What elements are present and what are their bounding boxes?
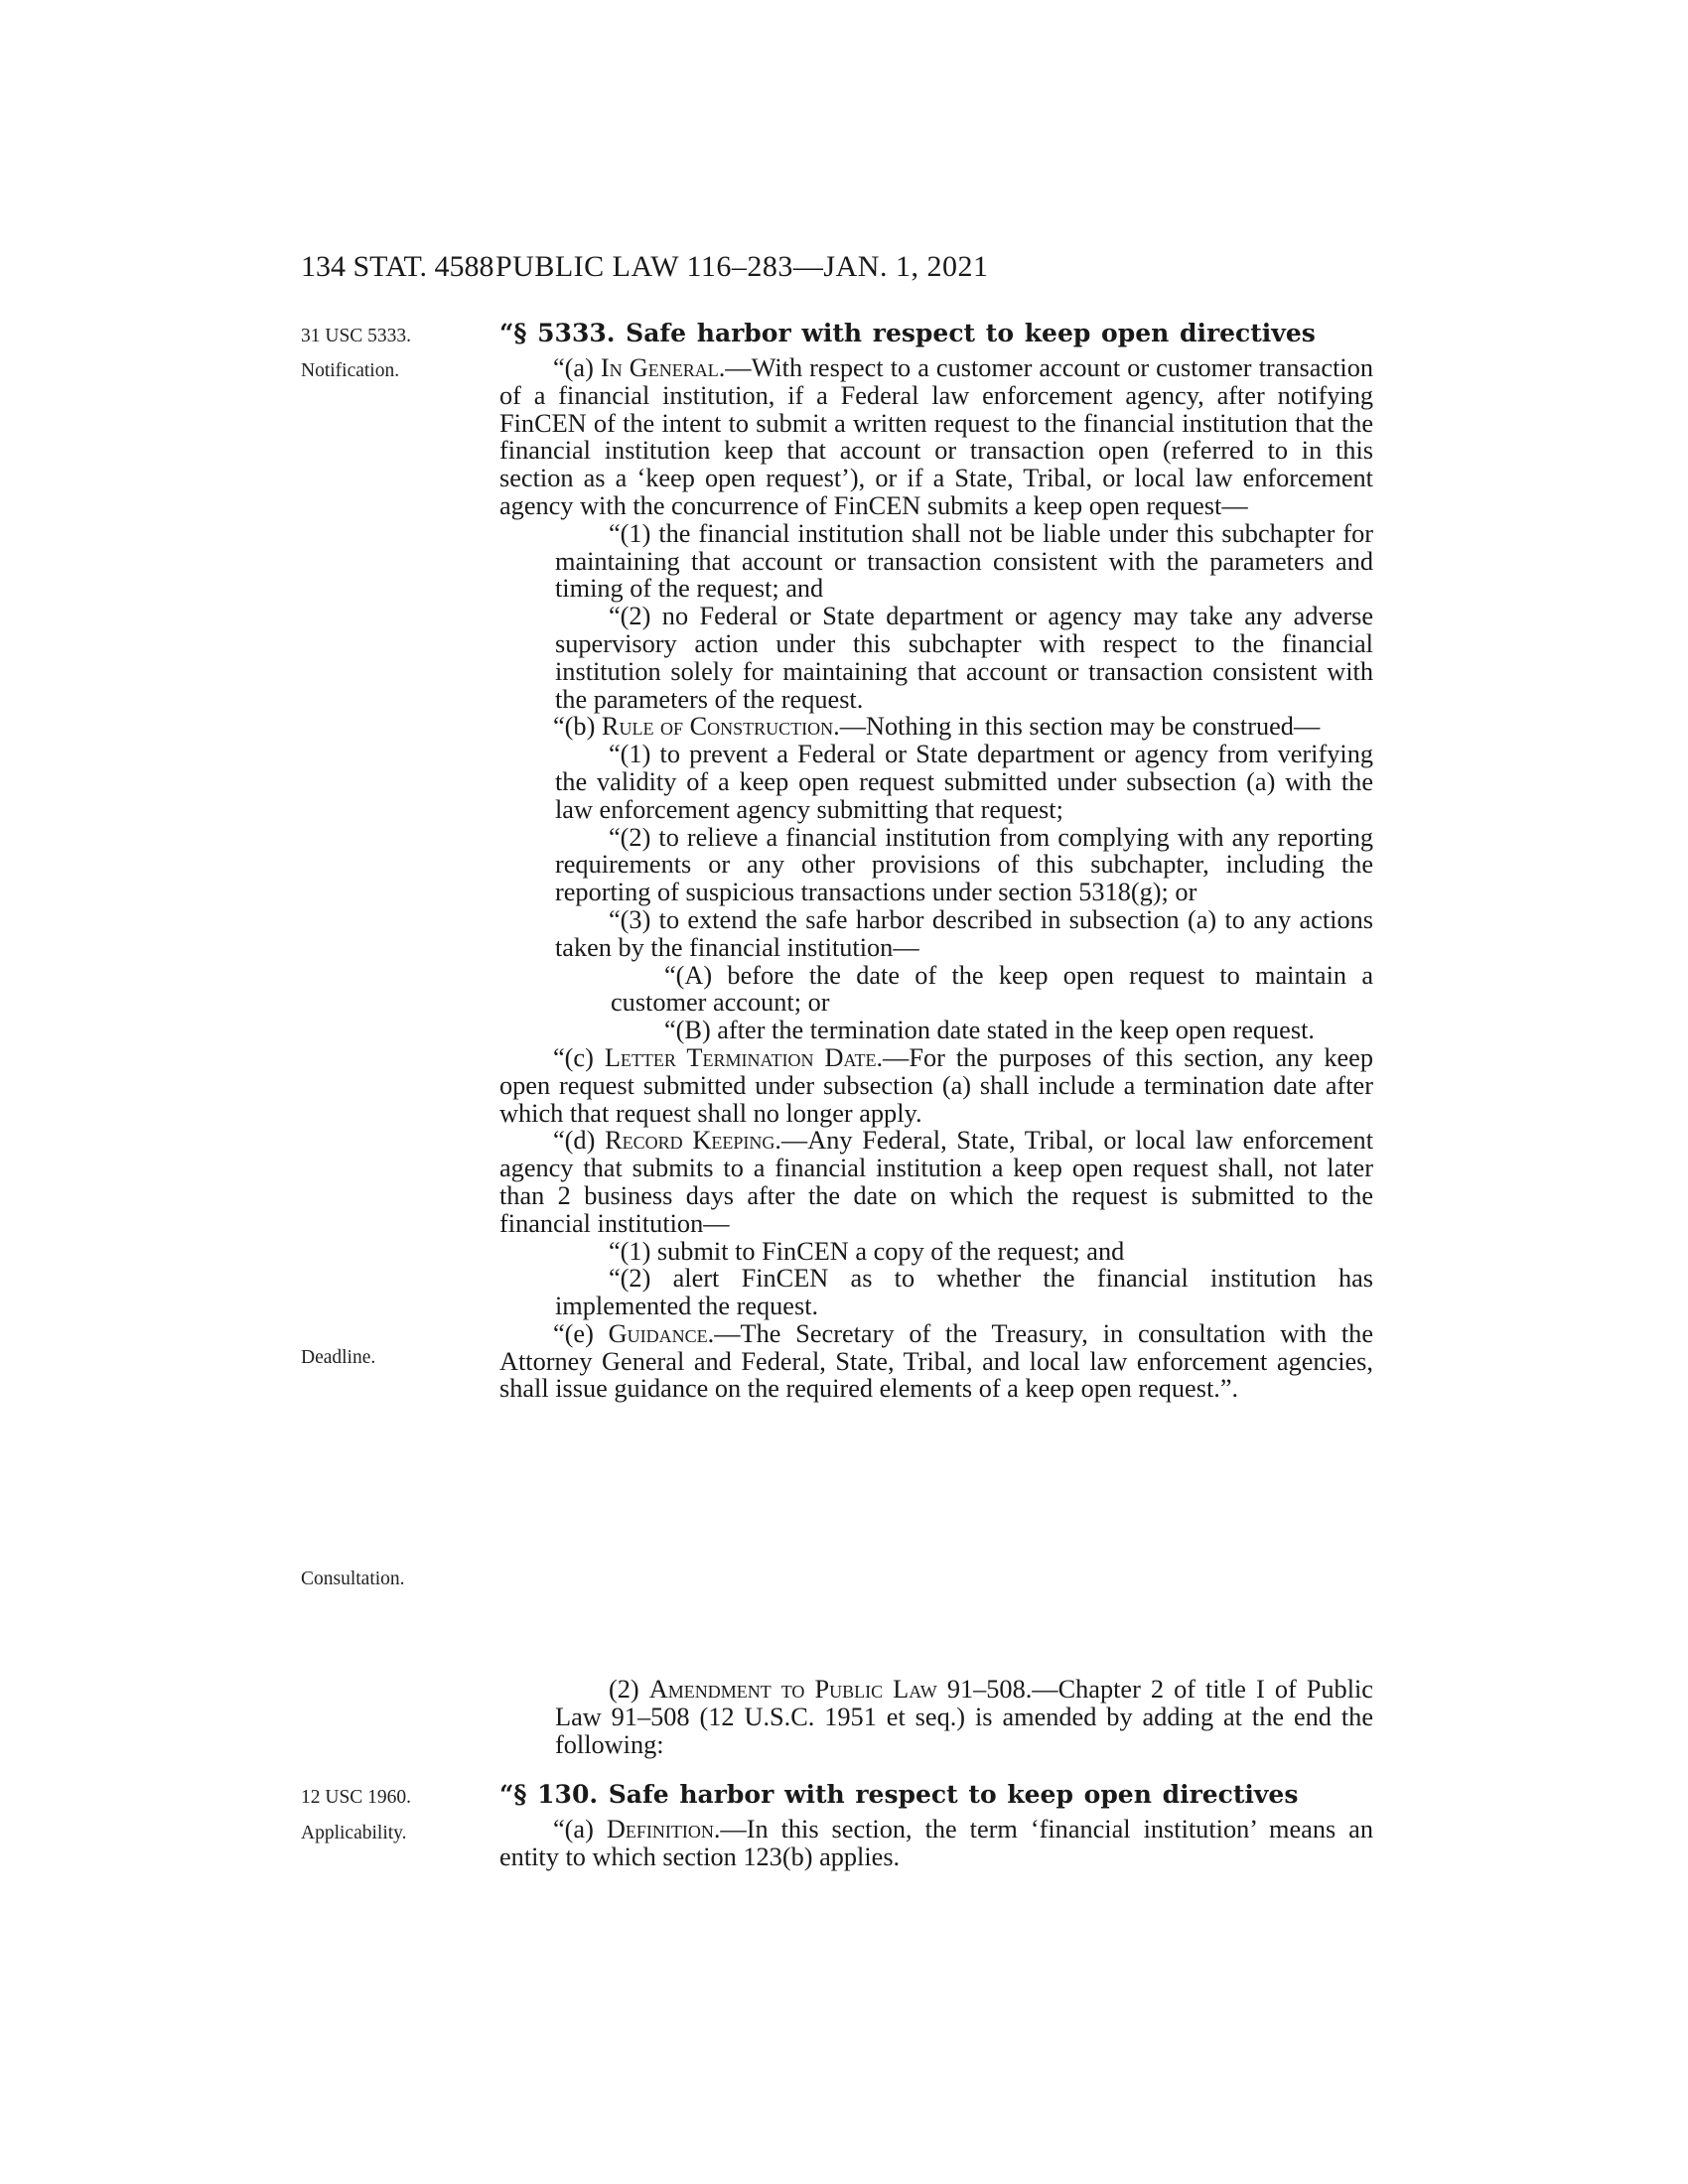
paragraph-a1: “(1) the financial institution shall not be liable under this subchapter for maintaining that account or transaction consistent with the parameters and timing of the request; and <box>555 518 1373 604</box>
subsection-a <box>499 354 1373 520</box>
subsection-d-caption: Record Keeping. <box>605 1126 781 1156</box>
statute-page-number: 134 STAT. 4588 <box>301 250 494 283</box>
paragraph-d2: “(2) alert FinCEN as to whether the financial institution has implemented the request. <box>555 1264 1373 1321</box>
section-130-a-prefix: “(a) <box>553 1815 607 1843</box>
amendment-caption: Amendment to Public Law 91–508. <box>648 1675 1033 1704</box>
subsection-e-prefix: “(e) <box>553 1318 609 1348</box>
amendment-text <box>555 1676 1373 1758</box>
subsection-c-prefix: “(c) <box>553 1042 605 1072</box>
subsection-e-caption: Guidance. <box>608 1318 715 1348</box>
subparagraph-b3a: “(A) before the date of the keep open request to maintain a customer account; or <box>611 960 1373 1018</box>
subsection-a-caption: In General. <box>600 353 726 382</box>
subsection-e-text: —The Secretary of the Treasury, in consultation with the Attorney General and Federal, State, Tribal, and local law enforcement agencies, shall issue guidance on the required elements of a keep open request.”. <box>499 1318 1373 1404</box>
margin-note-applicability: Applicability. <box>301 1823 407 1843</box>
section-130-heading: “§ 130. Safe harbor with respect to keep open directives <box>499 1780 1299 1809</box>
paragraph-b1: “(1) to prevent a Federal or State department or agency from verifying the validity of a keep open request submitted under subsection (a) with the law enforcement agency submitting that request; <box>555 740 1373 824</box>
subsection-a-text: —With respect to a customer account or customer transaction of a financial institution, if a Federal law enforcement agency, after notifying FinCEN of the intent to submit a written request to the financial institution that the financial institution keep that account or transaction open (referred to in this section as a ‘keep open request’), or if a State, Tribal, or local law enforcement agency with the concurrence of FinCEN submits a keep open request— <box>499 353 1373 520</box>
section-130-a-caption: Definition. <box>606 1815 721 1843</box>
section-130-body <box>499 1816 1373 1871</box>
margin-note-usc-5333: 31 USC 5333. <box>301 326 412 346</box>
subsection-a-prefix: “(a) <box>553 353 601 382</box>
subsection-b-caption: Rule of Construction. <box>601 712 840 742</box>
subsection-c <box>499 1044 1373 1127</box>
subsection-d <box>499 1127 1373 1237</box>
subsection-c-caption: Letter Termination Date. <box>604 1042 884 1072</box>
subsection-d-text: —Any Federal, State, Tribal, or local law enforcement agency that submits to a financial institution a keep open request shall, not later than 2 business days after the date on which the request is submitted to the financial institution— <box>499 1126 1374 1238</box>
section-5333-heading: “§ 5333. Safe harbor with respect to keep open directives <box>499 319 1316 347</box>
paragraph-b3: “(3) to extend the safe harbor described in subsection (a) to any actions taken by the financial institution— <box>555 904 1373 962</box>
subparagraph-b3b: “(B) after the termination date stated in the keep open request. <box>664 1016 1315 1045</box>
public-law-title: PUBLIC LAW 116–283—JAN. 1, 2021 <box>495 250 989 283</box>
amendment-body: —Chapter 2 of title I of Public Law 91–508 (12 U.S.C. 1951 et seq.) is amended by adding at the end the following: <box>555 1675 1373 1759</box>
subsection-b <box>499 713 1373 741</box>
amendment-paragraph <box>555 1676 1373 1758</box>
paragraph-a2: “(2) no Federal or State department or agency may take any adverse supervisory action under this subchapter with respect to the financial institution solely for maintaining that account or transaction consistent with the parameters of the request. <box>555 602 1373 714</box>
section-5333-body <box>499 354 1373 1403</box>
margin-note-deadline: Deadline. <box>301 1347 376 1368</box>
subsection-b-text: —Nothing in this section may be construed— <box>839 712 1321 742</box>
amendment-prefix: (2) <box>609 1675 649 1704</box>
margin-note-consultation: Consultation. <box>301 1569 405 1589</box>
subsection-e <box>499 1320 1373 1403</box>
section-130-subsection-a <box>499 1816 1373 1871</box>
section-130-a-text: —In this section, the term ‘financial institution’ means an entity to which section 123(b) applies. <box>499 1815 1373 1871</box>
subsection-d-prefix: “(d) <box>553 1126 606 1156</box>
margin-note-usc-1960: 12 USC 1960. <box>301 1787 412 1808</box>
subsection-c-text: —For the purposes of this section, any keep open request submitted under subsection (a) shall include a termination date after which that request shall no longer apply. <box>499 1042 1373 1128</box>
paragraph-d1: “(1) submit to FinCEN a copy of the request; and <box>609 1236 1125 1266</box>
page-header <box>301 250 1373 290</box>
paragraph-b2: “(2) to relieve a financial institution from complying with any reporting requirements or any other provisions of this subchapter, including the reporting of suspicious transactions under section 5318(g); or <box>555 822 1373 907</box>
margin-note-notification: Notification. <box>301 360 400 381</box>
subsection-b-prefix: “(b) <box>553 712 602 742</box>
